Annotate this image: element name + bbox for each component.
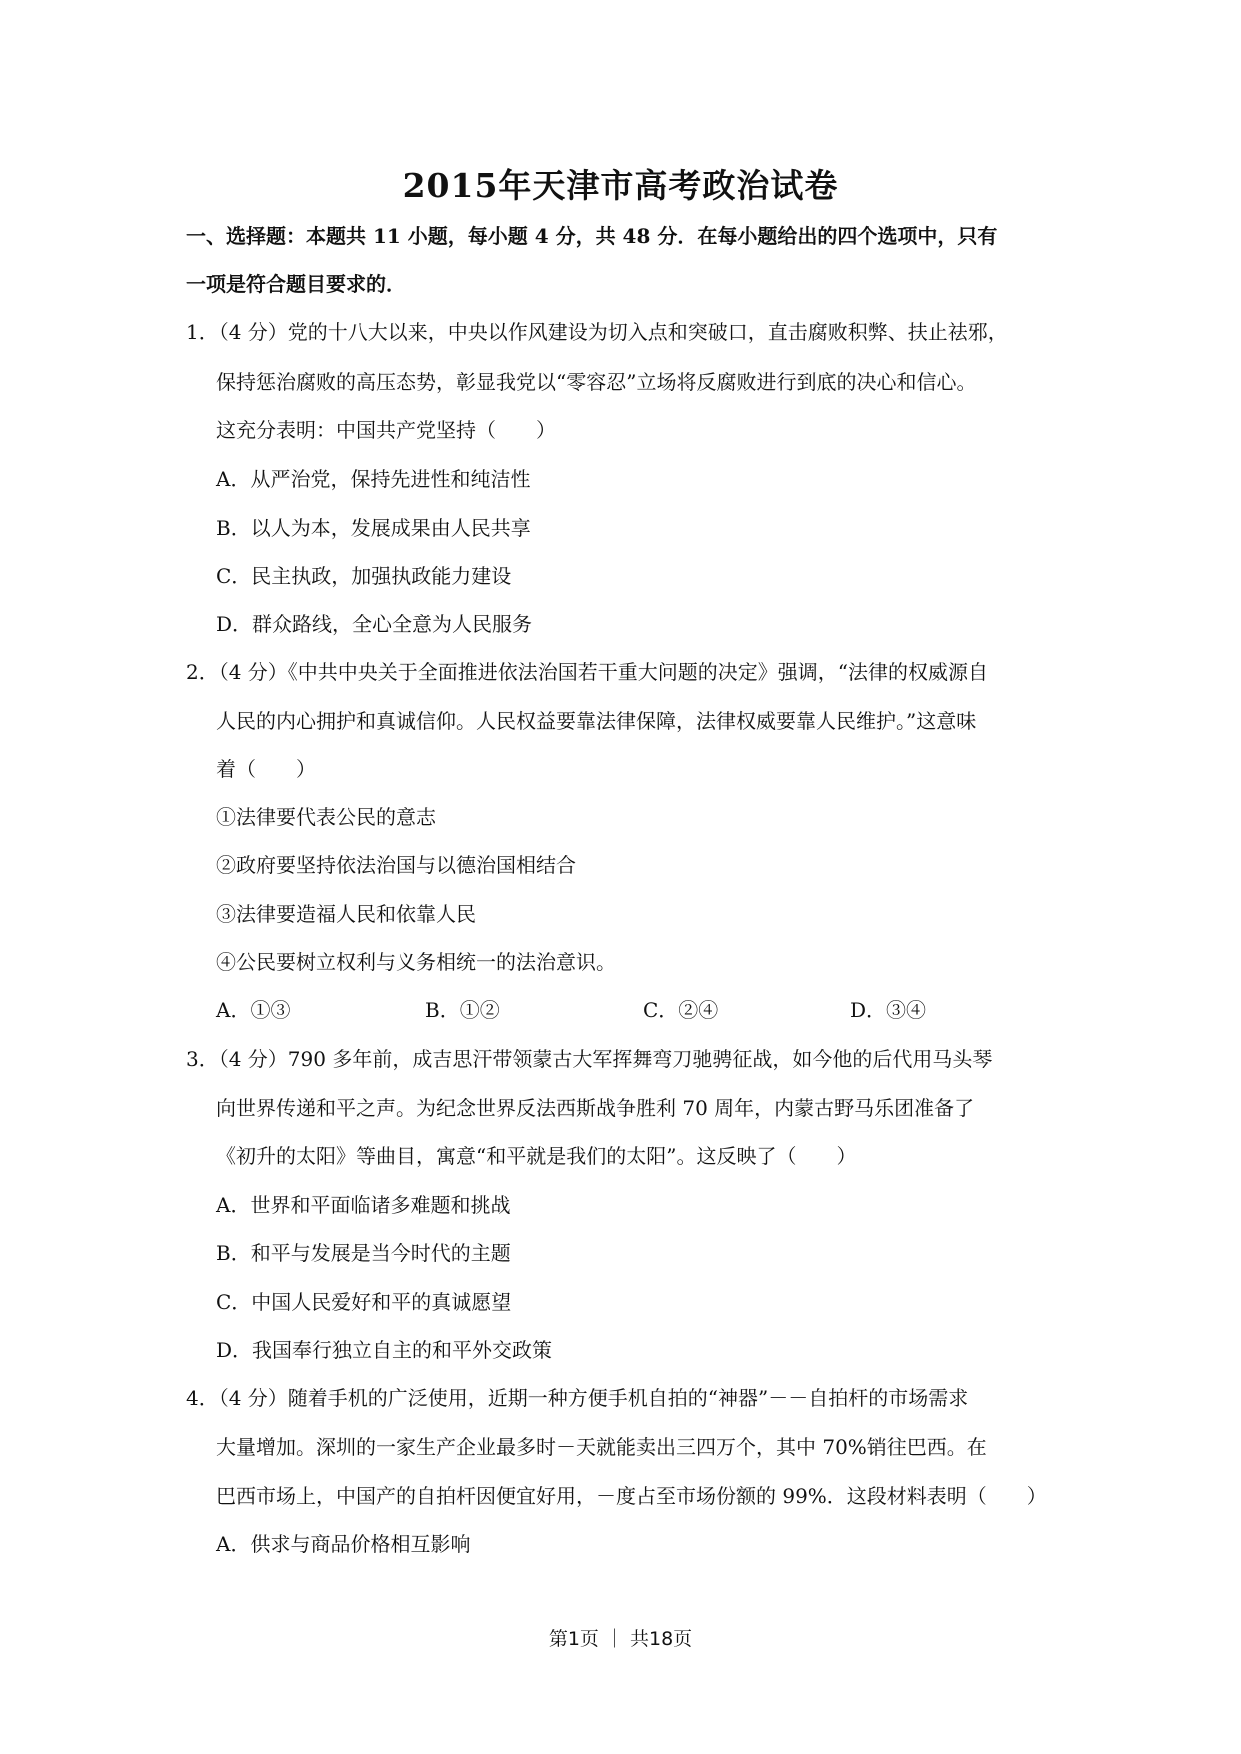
q4-stem-line1: 4．（4 分）随着手机的广泛使用，近期一种方便手机自拍的“神器”－－自拍杆的市场需求 xyxy=(186,1386,969,1410)
q1-stem-line3: 这充分表明：中国共产党坚持（ ） xyxy=(216,418,556,442)
q3-option-b: B．和平与发展是当今时代的主题 xyxy=(216,1241,511,1265)
q2-option-d: D．③④ xyxy=(850,998,927,1022)
q3-stem-line2: 向世界传递和平之声。为纪念世界反法西斯战争胜利 70 周年，内蒙古野马乐团准备了 xyxy=(216,1096,975,1120)
q1-option-c: C．民主执政，加强执政能力建设 xyxy=(216,564,512,588)
section-heading-line2: 一项是符合题目要求的． xyxy=(186,272,406,296)
q3-stem-line1: 3．（4 分）790 多年前，成吉思汗带领蒙古大军挥舞弯刀驰骋征战，如今他的后代用马头琴 xyxy=(186,1047,993,1071)
q2-statement-4: ④公民要树立权利与义务相统一的法治意识。 xyxy=(216,950,616,974)
q1-option-d: D．群众路线，全心全意为人民服务 xyxy=(216,612,533,636)
q4-option-a: A．供求与商品价格相互影响 xyxy=(216,1532,471,1556)
q3-stem-line3: 《初升的太阳》等曲目，寓意“和平就是我们的太阳”。这反映了（ ） xyxy=(216,1144,857,1168)
q2-stem-line2: 人民的内心拥护和真诚信仰。人民权益要靠法律保障，法律权威要靠人民维护。”这意味 xyxy=(216,709,977,733)
q4-stem-line3: 巴西市场上，中国产的自拍杆因便宜好用，－度占至市场份额的 99%．这段材料表明（ ） xyxy=(216,1484,1047,1508)
q1-option-b: B．以人为本，发展成果由人民共享 xyxy=(216,516,531,540)
q2-option-a: A．①③ xyxy=(216,998,291,1022)
q1-stem-line1: 1．（4 分）党的十八大以来，中央以作风建设为切入点和突破口，直击腐败积弊、扶止祛邪， xyxy=(186,320,1008,344)
page-footer: 第1页 ｜ 共18页 xyxy=(548,1628,693,1650)
q2-stem-line3: 着（ ） xyxy=(216,757,316,781)
q2-statement-1: ①法律要代表公民的意志 xyxy=(216,805,436,829)
q1-option-a: A．从严治党，保持先进性和纯洁性 xyxy=(216,467,531,491)
q3-option-d: D．我国奉行独立自主的和平外交政策 xyxy=(216,1338,553,1362)
q2-option-c: C．②④ xyxy=(643,998,719,1022)
q3-option-c: C．中国人民爱好和平的真诚愿望 xyxy=(216,1290,512,1314)
page-title: 2015年天津市高考政治试卷 xyxy=(402,166,839,205)
section-heading-line1: 一、选择题：本题共 11 小题，每小题 4 分，共 48 分．在每小题给出的四个选项中，只有 xyxy=(186,224,998,248)
q4-stem-line2: 大量增加。深圳的一家生产企业最多时－天就能卖出三四万个，其中 70%销往巴西。在 xyxy=(216,1435,987,1459)
q2-statement-2: ②政府要坚持依法治国与以德治国相结合 xyxy=(216,853,576,877)
q3-option-a: A．世界和平面临诸多难题和挑战 xyxy=(216,1193,511,1217)
q2-stem-line1: 2．（4 分）《中共中央关于全面推进依法治国若干重大问题的决定》强调，“法律的权威源自 xyxy=(186,660,989,684)
q2-statement-3: ③法律要造福人民和依靠人民 xyxy=(216,902,476,926)
q1-stem-line2: 保持惩治腐败的高压态势，彰显我党以“零容忍”立场将反腐败进行到底的决心和信心。 xyxy=(216,370,977,394)
q2-option-b: B．①② xyxy=(425,998,500,1022)
